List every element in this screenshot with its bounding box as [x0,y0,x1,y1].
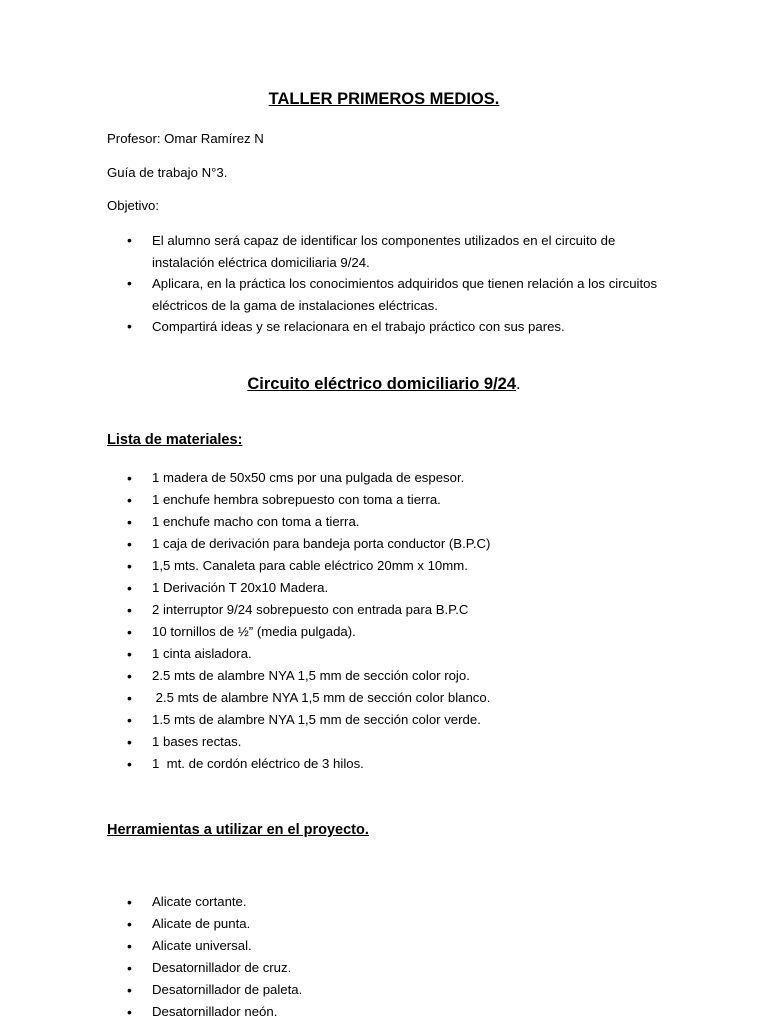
bullet-icon: • [127,514,132,530]
bullet-icon: • [127,470,132,486]
objective-item: • Compartirá ideas y se relacionara en el trabajo práctico con sus pares. [107,316,667,338]
material-item: • 10 tornillos de ½” (media pulgada). [107,621,667,643]
tool-item: • Desatornillador de paleta. [107,979,667,1001]
material-item: • 1,5 mts. Canaleta para cable eléctrico 20mm x 10mm. [107,555,667,577]
material-item: • 1 bases rectas. [107,731,667,753]
teacher-line: Profesor: Omar Ramírez N [107,131,264,146]
bullet-icon: • [127,275,132,291]
bullet-icon: • [127,690,132,706]
material-item: • 1 Derivación T 20x10 Madera. [107,577,667,599]
bullet-icon: • [127,624,132,640]
document-title: TALLER PRIMEROS MEDIOS. [268,90,500,108]
bullet-icon: • [127,580,132,596]
material-item: • 1 cinta aisladora. [107,643,667,665]
bullet-icon: • [127,558,132,574]
material-item: • 1.5 mts de alambre NYA 1,5 mm de sección color verde. [107,709,667,731]
guide-line: Guía de trabajo N°3. [107,165,228,180]
bullet-icon: • [127,232,132,248]
bullet-icon: • [127,756,132,772]
materials-list [107,467,667,775]
tool-item: • Desatornillador de cruz. [107,957,667,979]
materials-heading: Lista de materiales: [107,432,243,448]
bullet-icon: • [127,982,132,998]
material-item: • 2 interruptor 9/24 sobrepuesto con entrada para B.P.C [107,599,667,621]
material-item: • 1 enchufe macho con toma a tierra. [107,511,667,533]
bullet-icon: • [127,602,132,618]
material-item: • 1 enchufe hembra sobrepuesto con toma a tierra. [107,489,667,511]
tool-item: • Alicate de punta. [107,913,667,935]
objective-item: • Aplicara, en la práctica los conocimientos adquiridos que tienen relación a los circuitos eléctricos de la gama de instalaciones eléctricas. [127,275,658,313]
tool-item: • Alicate universal. [107,935,667,957]
bullet-icon: • [127,1004,132,1020]
objectives-list [107,230,667,338]
tool-item: • Desatornillador neón. [107,1001,667,1023]
material-item: • 1 madera de 50x50 cms por una pulgada de espesor. [107,467,667,489]
bullet-icon: • [127,536,132,552]
bullet-icon: • [127,712,132,728]
objective-label: Objetivo: [107,198,160,213]
material-item: • 1 caja de derivación para bandeja porta conductor (B.P.C) [107,533,667,555]
material-item: • 1 mt. de cordón eléctrico de 3 hilos. [107,753,667,775]
tool-item: • Alicate cortante. [107,891,667,913]
tools-heading: Herramientas a utilizar en el proyecto. [107,822,369,838]
bullet-icon: • [127,318,132,334]
tools-list [107,891,667,1023]
bullet-icon: • [127,894,132,910]
bullet-icon: • [127,668,132,684]
objective-item: • El alumno será capaz de identificar los componentes utilizados en el circuito de instalación eléctrica domiciliaria 9/24. [127,232,616,270]
material-item: • 2.5 mts de alambre NYA 1,5 mm de sección color rojo. [107,665,667,687]
material-item: • 2.5 mts de alambre NYA 1,5 mm de sección color blanco. [107,687,667,709]
bullet-icon: • [127,646,132,662]
bullet-icon: • [127,734,132,750]
bullet-icon: • [127,492,132,508]
bullet-icon: • [127,916,132,932]
bullet-icon: • [127,960,132,976]
bullet-icon: • [127,938,132,954]
circuit-heading: Circuito eléctrico domiciliario 9/24. [247,375,521,393]
